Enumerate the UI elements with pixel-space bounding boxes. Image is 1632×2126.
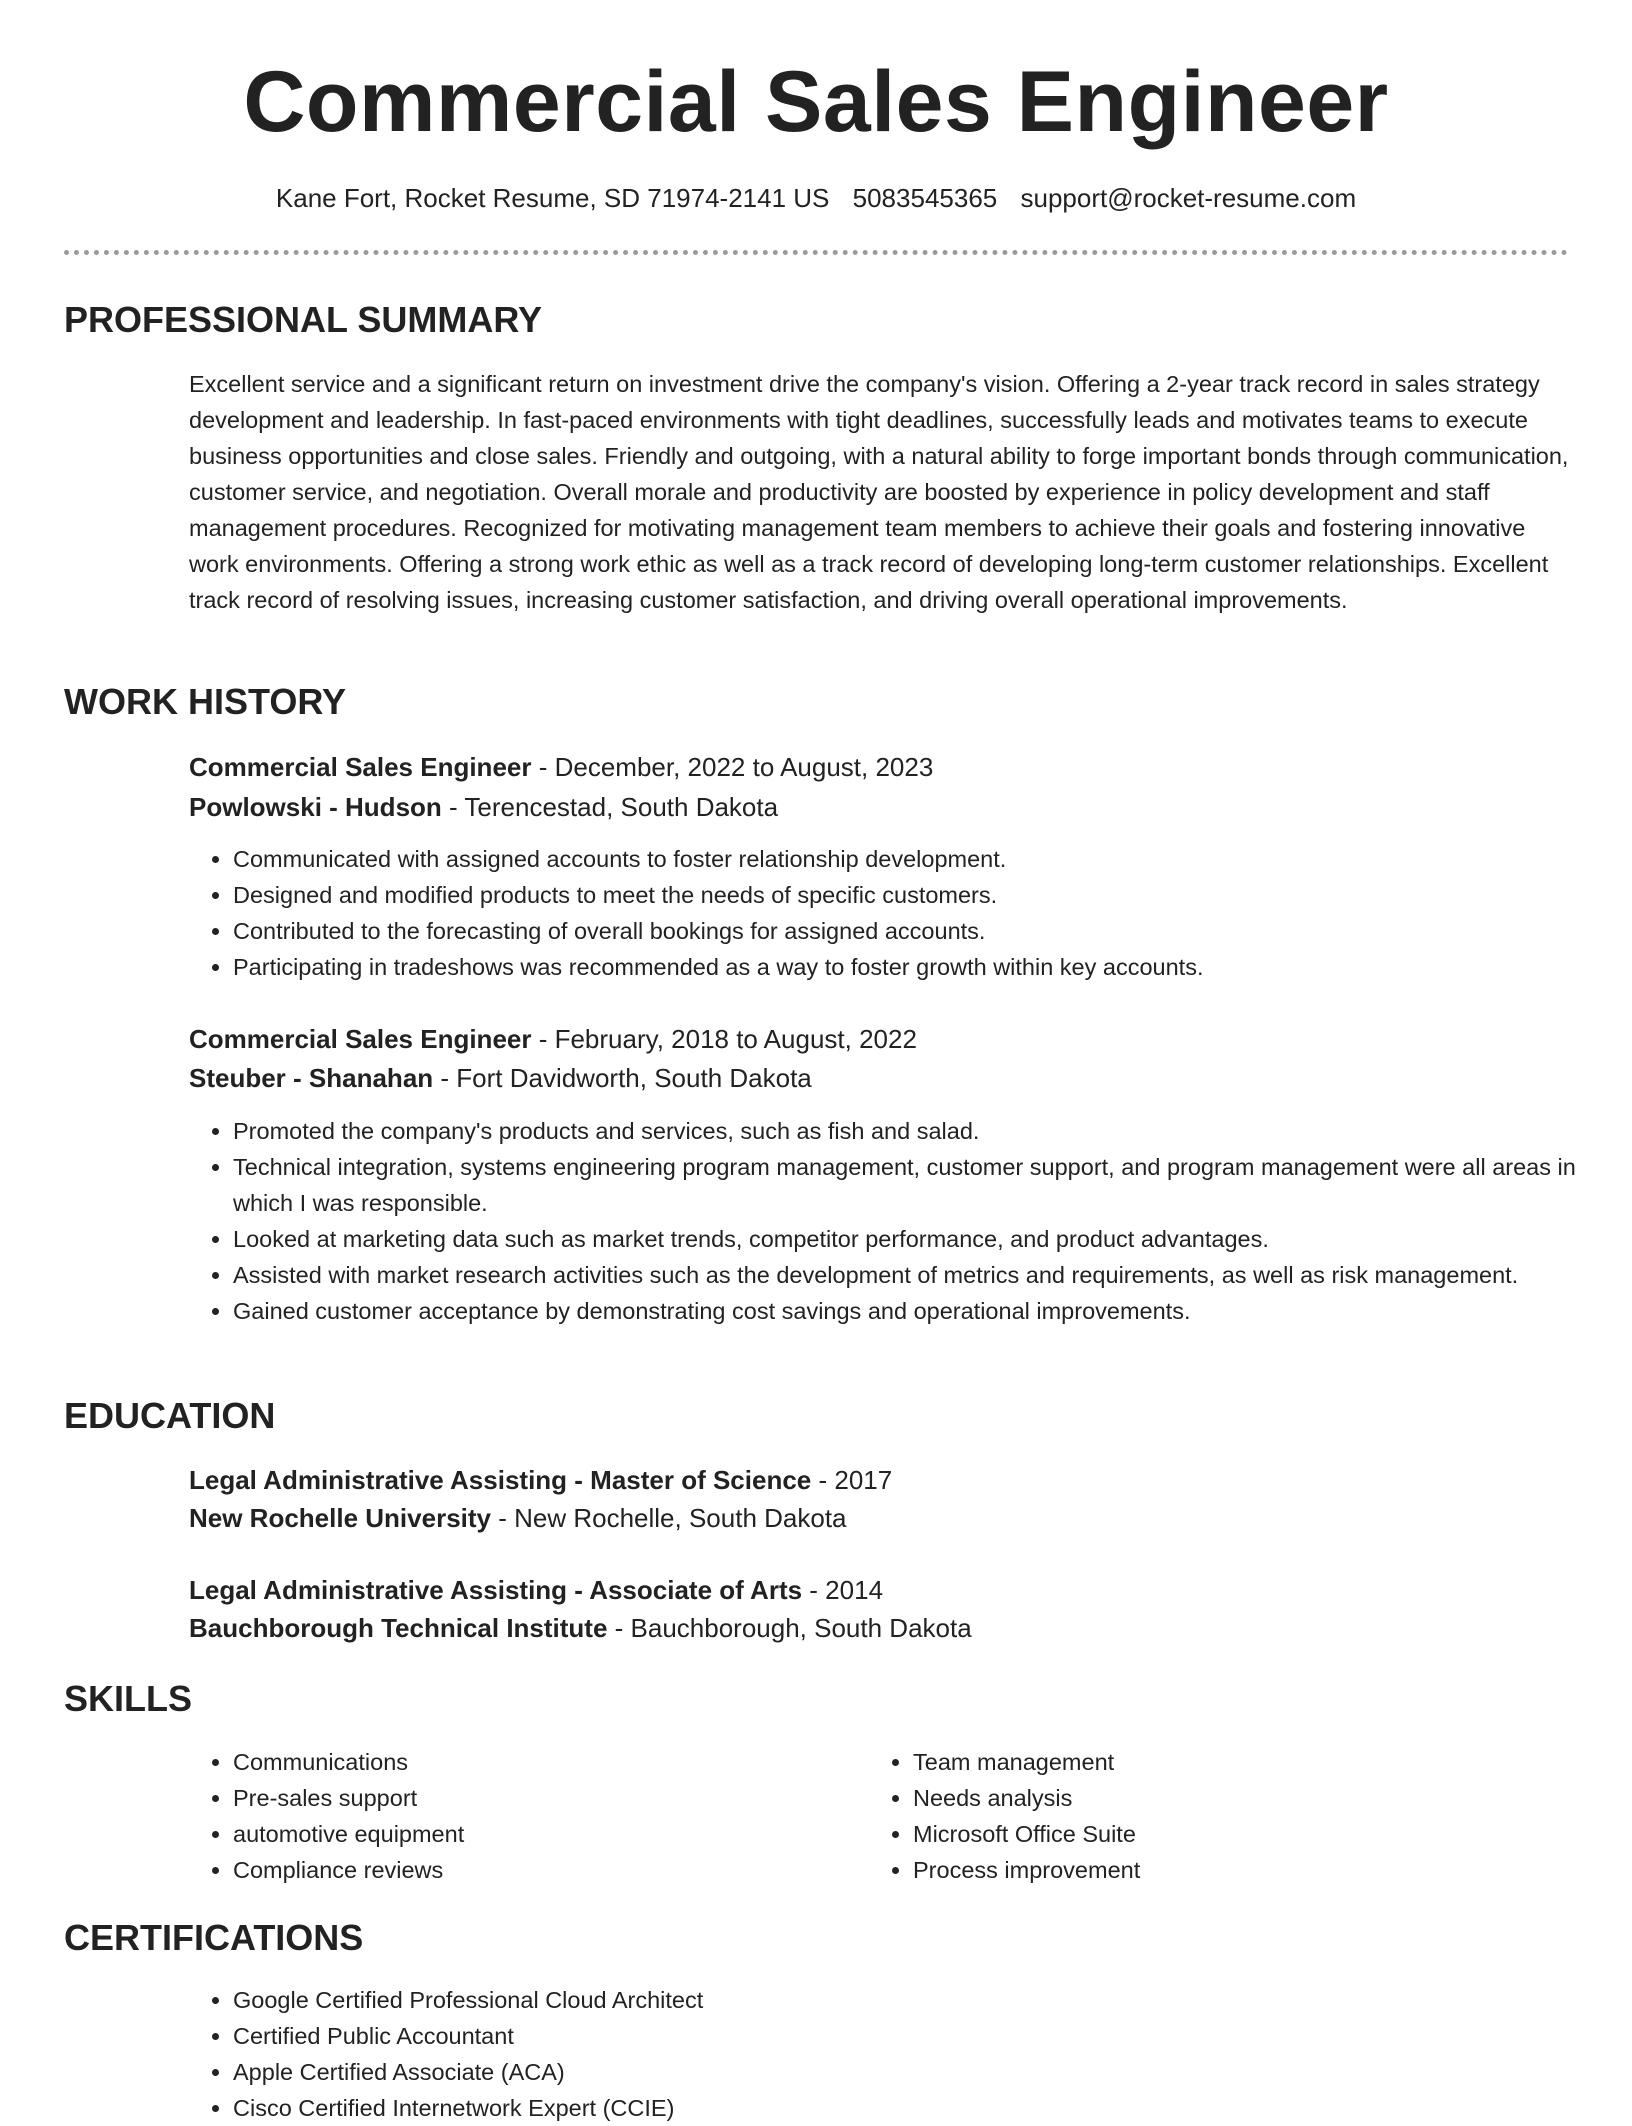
job-role: Commercial Sales Engineer: [189, 1024, 532, 1054]
education-year: - 2017: [811, 1465, 893, 1495]
job-title-line: [189, 749, 933, 785]
list-item: • Contributed to the forecasting of overall bookings for assigned accounts.: [233, 913, 1623, 949]
resume-title: Commercial Sales Engineer: [243, 54, 1389, 150]
contact-line: [0, 180, 1632, 216]
list-item: • Communications: [233, 1744, 853, 1780]
list-item: • Process improvement: [913, 1852, 1533, 1888]
job-title-line: [189, 1021, 917, 1057]
job-dates: - February, 2018 to August, 2022: [531, 1024, 917, 1054]
education-school: Bauchborough Technical Institute: [189, 1613, 608, 1643]
job-location: - Fort Davidworth, South Dakota: [433, 1063, 812, 1093]
contact-phone: 5083545365: [852, 183, 998, 213]
contact-email: support@rocket-resume.com: [1020, 183, 1357, 213]
list-item: • Apple Certified Associate (ACA): [233, 2054, 1623, 2090]
list-item: • Looked at marketing data such as market trends, competitor performance, and product advantages.: [233, 1221, 1623, 1257]
summary-text: Excellent service and a significant return on investment drive the company's vision. Offering a 2-year track record in sales strategy development and leadership. In fast-paced environments with tight deadlines, successfully leads and motivates teams to execute business opportunities and close sales. Friendly and outgoing, with a natural ability to forge important bonds through communication, customer service, and negotiation. Overall morale and productivity are boosted by experience in policy development and staff management procedures. Recognized for motivating management team members to achieve their goals and fostering innovative work environments. Offering a strong work ethic as well as a track record of developing long-term customer relationships. Excellent track record of resolving issues, increasing customer satisfaction, and driving overall operational improvements.: [189, 371, 1569, 613]
education-degree-line: [189, 1572, 883, 1608]
job-bullets: [189, 1113, 1623, 1329]
list-item: • Cisco Certified Internetwork Expert (CCIE): [233, 2090, 1623, 2126]
job-dates: - December, 2022 to August, 2023: [531, 752, 934, 782]
skills-list-right: [869, 1744, 1533, 1888]
education-school: New Rochelle University: [189, 1503, 491, 1533]
section-title-certifications: CERTIFICATIONS: [64, 1917, 364, 1958]
education-year: - 2014: [802, 1575, 884, 1605]
section-title-work-history: WORK HISTORY: [64, 681, 347, 722]
list-item: • Google Certified Professional Cloud Architect: [233, 1982, 1623, 2018]
list-item: • Team management: [913, 1744, 1533, 1780]
section-title-summary: PROFESSIONAL SUMMARY: [64, 299, 543, 340]
job-company: Powlowski - Hudson: [189, 792, 442, 822]
education-location: - New Rochelle, South Dakota: [491, 1503, 847, 1533]
job-location: - Terencestad, South Dakota: [441, 792, 779, 822]
list-item: • Participating in tradeshows was recommended as a way to foster growth within key accounts.: [233, 949, 1623, 985]
section-title-skills: SKILLS: [64, 1678, 193, 1719]
education-location: - Bauchborough, South Dakota: [607, 1613, 972, 1643]
job-company: Steuber - Shanahan: [189, 1063, 434, 1093]
list-item: • Assisted with market research activities such as the development of metrics and requirements, as well as risk management.: [233, 1257, 1623, 1293]
list-item: • Pre-sales support: [233, 1780, 853, 1816]
contact-address: Kane Fort, Rocket Resume, SD 71974-2141 US: [275, 183, 830, 213]
education-degree: Legal Administrative Assisting - Associate of Arts: [189, 1575, 803, 1605]
education-degree-line: [189, 1462, 892, 1498]
list-item: • Compliance reviews: [233, 1852, 853, 1888]
list-item: • Certified Public Accountant: [233, 2018, 1623, 2054]
education-degree: Legal Administrative Assisting - Master of Science: [189, 1465, 812, 1495]
list-item: • Designed and modified products to meet the needs of specific customers.: [233, 877, 1623, 913]
list-item: • Gained customer acceptance by demonstrating cost savings and operational improvements.: [233, 1293, 1623, 1329]
skills-list-left: [189, 1744, 853, 1888]
list-item: • Promoted the company's products and services, such as fish and salad.: [233, 1113, 1623, 1149]
list-item: • Technical integration, systems engineering program management, customer support, and program management were all areas in which I was responsible.: [233, 1149, 1623, 1221]
section-title-education: EDUCATION: [64, 1395, 276, 1436]
list-item: • Microsoft Office Suite: [913, 1816, 1533, 1852]
list-item: • automotive equipment: [233, 1816, 853, 1852]
job-company-line: [189, 789, 778, 825]
certifications-list: [189, 1982, 1623, 2126]
education-school-line: [189, 1500, 847, 1536]
job-role: Commercial Sales Engineer: [189, 752, 532, 782]
job-bullets: [189, 841, 1623, 985]
header-divider: [64, 250, 1568, 255]
list-item: • Needs analysis: [913, 1780, 1533, 1816]
list-item: • Communicated with assigned accounts to foster relationship development.: [233, 841, 1623, 877]
education-school-line: [189, 1610, 972, 1646]
job-company-line: [189, 1060, 812, 1096]
